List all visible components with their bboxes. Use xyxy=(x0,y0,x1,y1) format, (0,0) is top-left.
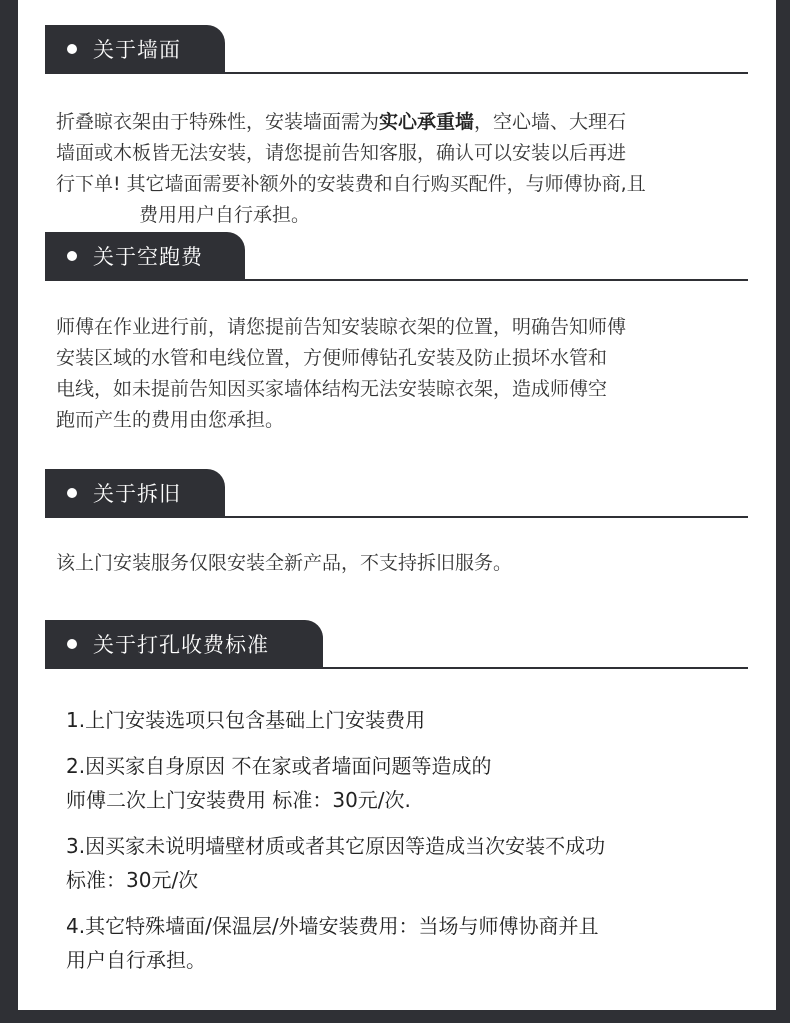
section-title: 关于墙面 xyxy=(93,38,181,62)
section-dry-run-fee xyxy=(18,232,776,282)
text-line: 安装区域的水管和电线位置，方便师傅钻孔安装及防止损坏水管和 xyxy=(56,347,608,369)
text-line: 师傅在作业进行前，请您提前告知安装晾衣架的位置，明确告知师傅 xyxy=(56,316,627,338)
section-header xyxy=(18,25,776,75)
section-header xyxy=(18,469,776,519)
section-title: 关于打孔收费标准 xyxy=(93,633,269,657)
section-drilling-fee xyxy=(18,620,776,670)
section-title: 关于拆旧 xyxy=(93,482,181,506)
bullet-dot-icon xyxy=(67,44,77,54)
section-divider xyxy=(45,279,748,281)
list-item xyxy=(66,703,746,737)
list-item xyxy=(66,909,746,977)
bullet-dot-icon xyxy=(67,639,77,649)
section-header xyxy=(18,620,776,670)
section-removal-text xyxy=(56,548,756,579)
text-line: 费用用户自行承担。 xyxy=(139,204,311,226)
text-line: 跑而产生的费用由您承担。 xyxy=(56,409,285,431)
content-page xyxy=(18,0,776,1010)
text-line: 电线，如未提前告知因买家墙体结构无法安装晾衣架，造成师傅空 xyxy=(56,378,608,400)
text-line: 墙面或木板皆无法安装，请您提前告知客服，确认可以安装以后再进 xyxy=(56,142,627,164)
bullet-dot-icon xyxy=(67,488,77,498)
section-header-tab xyxy=(45,469,225,517)
text-segment: 折叠晾衣架由于特殊性，安装墙面需为 xyxy=(56,111,380,133)
section-divider xyxy=(45,516,748,518)
section-dry-run-fee-text xyxy=(56,312,756,436)
list-item xyxy=(66,749,746,817)
list-item-line: 2.因买家自身原因 不在家或者墙面问题等造成的 xyxy=(66,754,492,778)
list-item-line: 标准：30元/次 xyxy=(66,868,199,892)
text-line: 该上门安装服务仅限安装全新产品，不支持拆旧服务。 xyxy=(56,552,513,574)
list-item xyxy=(66,829,746,897)
section-header-tab xyxy=(45,620,323,668)
section-title: 关于空跑费 xyxy=(93,245,203,269)
text-line: 行下单! 其它墙面需要补额外的安装费和自行购买配件，与师傅协商,且 xyxy=(56,173,646,195)
list-item-line: 4.其它特殊墙面/保温层/外墙安装费用：当场与师傅协商并且 xyxy=(66,914,599,938)
bullet-dot-icon xyxy=(67,251,77,261)
list-item-line: 3.因买家未说明墙壁材质或者其它原因等造成当次安装不成功 xyxy=(66,834,606,858)
section-divider xyxy=(45,72,748,74)
section-header xyxy=(18,232,776,282)
section-header-tab xyxy=(45,25,225,73)
bold-highlight: 实心承重墙 xyxy=(379,111,475,133)
section-removal xyxy=(18,469,776,519)
text-segment: ，空心墙、大理石 xyxy=(474,111,627,133)
section-divider xyxy=(45,667,748,669)
list-item-line: 师傅二次上门安装费用 标准：30元/次. xyxy=(66,788,411,812)
list-item-line: 用户自行承担。 xyxy=(66,948,206,972)
drilling-fee-list xyxy=(66,703,746,989)
section-wall-text xyxy=(56,107,756,231)
section-wall xyxy=(18,25,776,75)
list-item-line: 1.上门安装选项只包含基础上门安装费用 xyxy=(66,708,426,732)
section-header-tab xyxy=(45,232,245,280)
text-line xyxy=(56,107,756,138)
